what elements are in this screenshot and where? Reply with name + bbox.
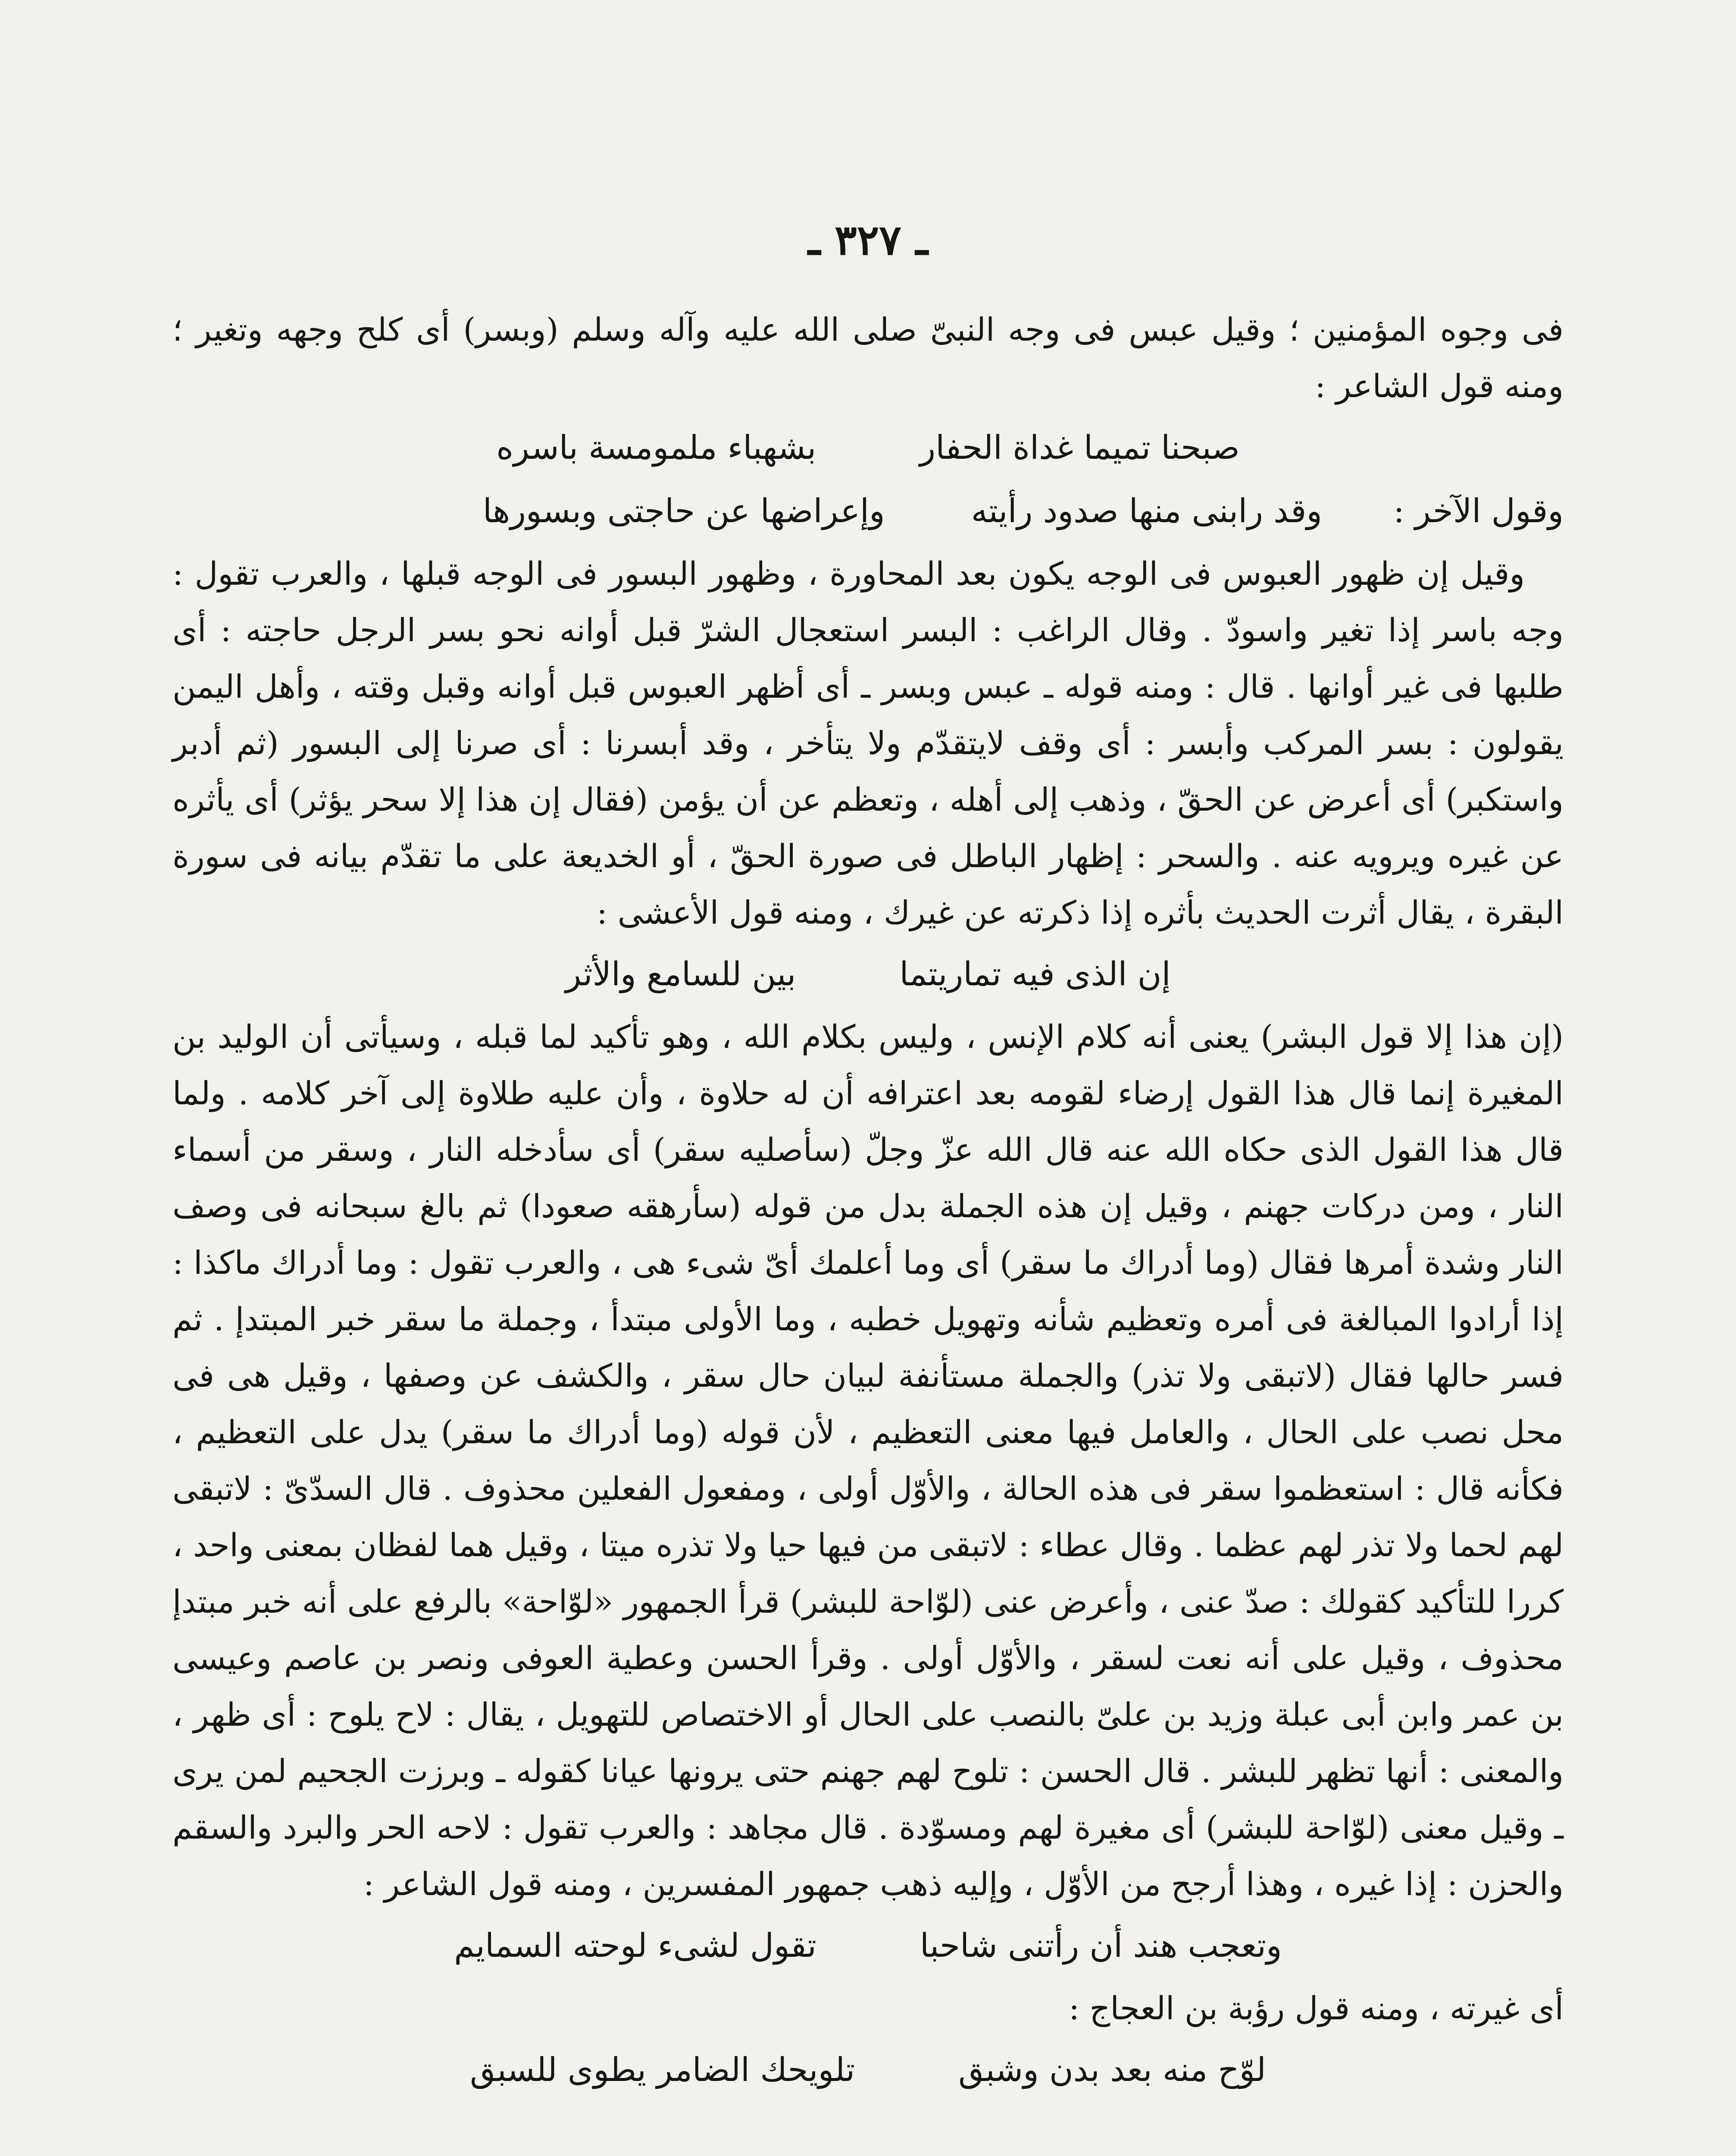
verse-2-first-hemistich: وقد رابنى منها صدود رأيته	[971, 492, 1322, 530]
verse-5-first-hemistich: لوّح منه بعد بدن وشبق	[958, 2050, 1266, 2089]
verse-3-first-hemistich: إن الذى فيه تماريتما	[899, 955, 1171, 993]
page-body	[172, 302, 1564, 2105]
page-number: ـ ٣٢٧ ـ	[808, 216, 928, 264]
poem-verse-5	[172, 2041, 1564, 2098]
verse-2-second-hemistich: وإعراضها عن حاجتى وبسورها	[482, 492, 885, 530]
poem-verse-4	[172, 1917, 1564, 1974]
verse-1-second-hemistich: بشهباء ملمومسة باسره	[496, 428, 816, 467]
verse-5-second-hemistich: تلويحك الضامر يطوى للسبق	[470, 2050, 855, 2089]
poem-verse-2	[172, 483, 1564, 539]
paragraph-opening: فى وجوه المؤمنين ؛ وقيل عبس فى وجه النبىّ صلى الله عليه وآله وسلم (وبسر) أى كلح وجهه وتغير ؛ ومنه قول الشاعر :	[172, 311, 1564, 405]
verse-4-second-hemistich: تقول لشىء لوحته السمايم	[454, 1926, 816, 1965]
verse-2-lead-in: وقول الآخر :	[1393, 492, 1564, 530]
paragraph-saqar: (إن هذا إلا قول البشر) يعنى أنه كلام الإنس ، وليس بكلام الله ، وهو تأكيد لما قبله ، وسيأتى أن الوليد بن المغيرة إنما قال هذا القول إرضاء لقومه بعد اعترافه أن له حلاوة ، وأن عليه طلاوة إلى آخر كلامه . ولما قال هذا القول الذى حكاه الله عنه قال الله عزّ وجلّ (سأصليه سقر) أى سأدخله النار ، وسقر من أسماء النار ، ومن دركات جهنم ، وقيل إن هذه الجملة بدل من قوله (سأرهقه صعودا) ثم بالغ سبحانه فى وصف النار وشدة أمرها فقال (وما أدراك ما سقر) أى وما أعلمك أىّ شىء هى ، والعرب تقول : وما أدراك ماكذا : إذا أرادوا المبالغة فى أمره وتعظيم شأنه وتهويل خطبه ، وما الأولى مبتدأ ، وجملة ما سقر خبر المبتدإ . ثم فسر حالها فقال (لاتبقى ولا تذر) والجملة مستأنفة لبيان حال سقر ، والكشف عن وصفها ، وقيل هى فى محل نصب على الحال ، والعامل فيها معنى التعظيم ، لأن قوله (وما أدراك ما سقر) يدل على التعظيم ، فكأنه قال : استعظموا سقر فى هذه الحالة ، والأوّل أولى ، ومفعول الفعلين محذوف . قال السدّىّ : لاتبقى لهم لحما ولا تذر لهم عظما . وقال عطاء : لاتبقى من فيها حيا ولا تذره ميتا ، وقيل هما لفظان بمعنى واحد ، كررا للتأكيد كقولك : صدّ عنى ، وأعرض عنى (لوّاحة للبشر) قرأ الجمهور «لوّاحة» بالرفع على أنه خبر مبتدإ محذوف ، وقيل على أنه نعت لسقر ، والأوّل أولى . وقرأ الحسن وعطية العوفى ونصر بن عاصم وعيسى بن عمر وابن أبى عبلة وزيد بن علىّ بالنصب على الحال أو الاختصاص للتهويل ، يقال : لاح يلوح : أى ظهر ، والمعنى : أنها تظهر للبشر . قال الحسن : تلوح لهم جهنم حتى يرونها عيانا كقوله ـ وبرزت الجحيم لمن يرى ـ وقيل معنى (لوّاحة للبشر) أى مغيرة لهم ومسوّدة . قال مجاهد : والعرب تقول : لاحه الحر والبرد والسقم والحزن : إذا غيره ، وهذا أرجح من الأوّل ، وإليه ذهب جمهور المفسرين ، ومنه قول الشاعر :	[172, 1018, 1564, 1903]
paragraph-ruuba: أى غيرته ، ومنه قول رؤبة بن العجاج :	[1069, 1990, 1564, 2027]
poem-verse-1	[172, 419, 1564, 476]
verse-4-first-hemistich: وتعجب هند أن رأتنى شاحبا	[920, 1926, 1282, 1965]
verse-3-second-hemistich: بين للسامع والأثر	[565, 955, 796, 993]
paragraph-bosur: وقيل إن ظهور العبوس فى الوجه يكون بعد المحاورة ، وظهور البسور فى الوجه قبلها ، والعرب تقول : وجه باسر إذا تغير واسودّ . وقال الراغب : البسر استعجال الشرّ قبل أوانه نحو بسر الرجل حاجته : أى طلبها فى غير أوانها . قال : ومنه قوله ـ عبس وبسر ـ أى أظهر العبوس قبل أوانه وقبل وقته ، وأهل اليمن يقولون : بسر المركب وأبسر : أى وقف لايتقدّم ولا يتأخر ، وقد أبسرنا : أى صرنا إلى البسور (ثم أدبر واستكبر) أى أعرض عن الحقّ ، وذهب إلى أهله ، وتعظم عن أن يؤمن (فقال إن هذا إلا سحر يؤثر) أى يأثره عن غيره ويرويه عنه . والسحر : إظهار الباطل فى صورة الحقّ ، أو الخديعة على ما تقدّم بيانه فى سورة البقرة ، يقال أثرت الحديث بأثره إذا ذكرته عن غيرك ، ومنه قول الأعشى :	[172, 555, 1564, 931]
verse-1-first-hemistich: صبحنا تميما غداة الحفار	[920, 428, 1240, 467]
poem-verse-3	[172, 946, 1564, 1002]
